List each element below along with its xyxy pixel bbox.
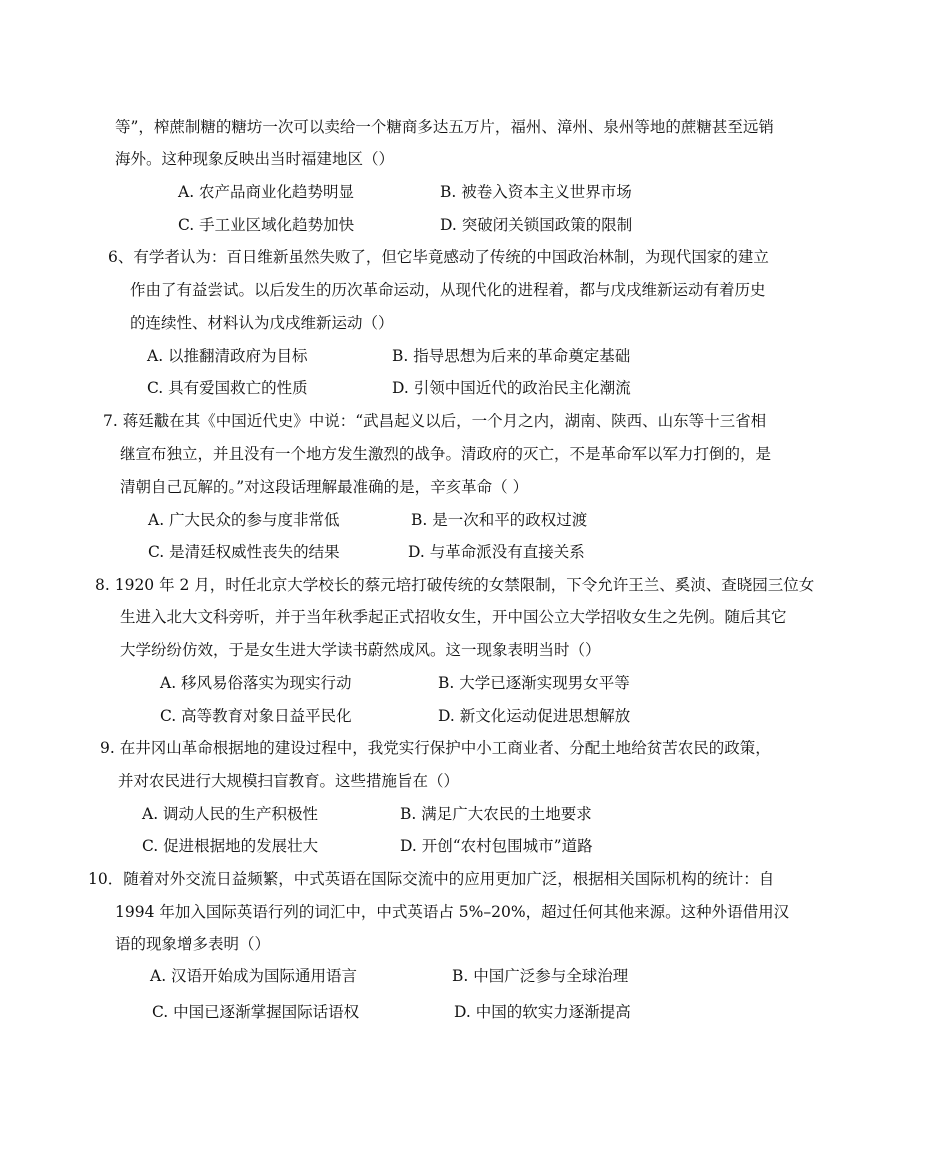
q6-stem-line-2: 作由了有益尝试。以后发生的历次革命运动，从现代化的进程着，都与戊戌维新运动有着历史 — [130, 281, 766, 299]
q8-option-c[interactable]: C. 高等教育对象日益平民化 — [160, 707, 352, 725]
q7-stem-line-1: 7. 蒋廷黻在其《中国近代史》中说：“武昌起义以后，一个月之内，湖南、陕西、山东等十三省相 — [103, 412, 767, 430]
q8-stem-line-1: 8. 1920 年 2 月，时任北京大学校长的蔡元培打破传统的女禁限制，下令允许王兰、奚浈、查晓园三位女 — [95, 576, 815, 594]
q8-stem-line-2: 生进入北大文科旁听，并于当年秋季起正式招收女生，开中国公立大学招收女生之先例。随后其它 — [120, 608, 787, 626]
q6-option-c[interactable]: C. 具有爱国救亡的性质 — [147, 379, 308, 397]
q7-option-d[interactable]: D. 与革命派没有直接关系 — [408, 543, 585, 561]
q7-option-b[interactable]: B. 是一次和平的政权过渡 — [411, 511, 588, 529]
q10-stem-line-3: 语的现象增多表明（） — [115, 935, 271, 953]
q9-stem-line-2: 并对农民进行大规模扫盲教育。这些措施旨在（） — [118, 772, 460, 790]
q5-option-d[interactable]: D. 突破闭关锁国政策的限制 — [440, 216, 633, 234]
q9-option-c[interactable]: C. 促进根据地的发展壮大 — [142, 837, 319, 855]
q9-stem-line-1: 9. 在井冈山革命根据地的建设过程中，我党实行保护中小工商业者、分配土地给贫苦农民的政策， — [100, 739, 771, 757]
q8-option-a[interactable]: A. 移风易俗落实为现实行动 — [160, 674, 352, 692]
q7-option-c[interactable]: C. 是清廷权威性丧失的结果 — [148, 543, 340, 561]
q8-option-d[interactable]: D. 新文化运动促进思想解放 — [438, 707, 631, 725]
q5-stem-line-1: 等”，榨蔗制糖的糖坊一次可以卖给一个糖商多达五万片，福州、漳州、泉州等地的蔗糖甚至远销 — [115, 118, 774, 136]
q8-option-b[interactable]: B. 大学已逐渐实现男女平等 — [438, 674, 630, 692]
q7-stem-line-3: 清朝自己瓦解的。”对这段话理解最准确的是，辛亥革命（ ） — [120, 478, 529, 496]
q6-stem-line-3: 的连续性、材料认为戊戌维新运动（） — [130, 314, 394, 332]
q10-option-a[interactable]: A. 汉语开始成为国际通用语言 — [150, 967, 358, 985]
q8-stem-line-3: 大学纷纷仿效，于是女生进大学读书蔚然成风。这一现象表明当时（） — [120, 641, 601, 659]
q9-option-b[interactable]: B. 满足广大农民的土地要求 — [400, 805, 592, 823]
q9-option-d[interactable]: D. 开创“农村包围城市”道路 — [400, 837, 593, 855]
q7-option-a[interactable]: A. 广大民众的参与度非常低 — [148, 511, 340, 529]
q5-stem-line-2: 海外。这种现象反映出当时福建地区（） — [115, 150, 395, 168]
q10-option-d[interactable]: D. 中国的软实力逐渐提高 — [454, 1003, 631, 1021]
q6-option-d[interactable]: D. 引领中国近代的政治民主化潮流 — [392, 379, 631, 397]
q9-option-a[interactable]: A. 调动人民的生产积极性 — [142, 805, 319, 823]
q5-option-a[interactable]: A. 农产品商业化趋势明显 — [178, 183, 355, 201]
q7-stem-line-2: 继宣布独立，并且没有一个地方发生激烈的战争。清政府的灭亡，不是革命军以军力打倒的，是 — [120, 445, 772, 463]
q5-option-c[interactable]: C. 手工业区域化趋势加快 — [178, 216, 355, 234]
q5-option-b[interactable]: B. 被卷入资本主义世界市场 — [440, 183, 632, 201]
q10-stem-line-1: 10．随着对外交流日益频繁，中式英语在国际交流中的应用更加广泛，根据相关国际机构的统计：自 — [88, 870, 775, 888]
q6-option-a[interactable]: A. 以推翻清政府为目标 — [147, 347, 308, 365]
q6-stem-line-1: 6、有学者认为：百日维新虽然失败了，但它毕竟感动了传统的中国政治林制，为现代国家的建立 — [108, 248, 769, 266]
q6-option-b[interactable]: B. 指导思想为后来的革命奠定基础 — [392, 347, 631, 365]
q10-option-c[interactable]: C. 中国已逐渐掌握国际话语权 — [152, 1003, 360, 1021]
q10-option-b[interactable]: B. 中国广泛参与全球治理 — [452, 967, 629, 985]
q10-stem-line-2: 1994 年加入国际英语行列的词汇中，中式英语占 5%–20%，超过任何其他来源。这种外语借用汉 — [115, 903, 790, 921]
